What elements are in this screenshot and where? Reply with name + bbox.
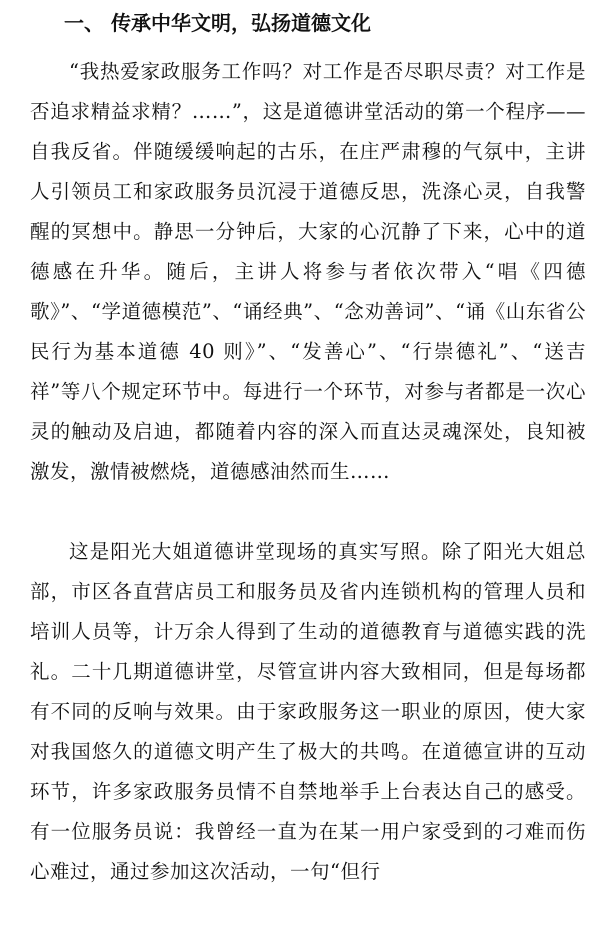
paragraph-self-reflection: “我热爱家政服务工作吗？对工作是否尽职尽责？对工作是否追求精益求精？……”，这是道德讲堂活动的第一个程序——自我反省。伴随缓缓响起的古乐，在庄严肃穆的气氛中，主讲人引领员工和家政服务员沉浸于道德反思，洗涤心灵，自我警醒的冥想中。静思一分钟后，大家的心沉静了下来，心中的道德感在升华。随后，主讲人将参与者依次带入“唱《四德歌》”、“学道德模范”、“诵经典”、“念劝善词”、“诵《山东省公民行为基本道德 40 则》”、“发善心”、“行崇德礼”、“送吉祥”等八个规定环节中。每进行一个环节，对参与者都是一次心灵的触动及启迪，都随着内容的深入而直达灵魂深处，良知被激发，激情被燃烧，道德感油然而生…… <box>30 60 586 483</box>
paragraph-lecture-hall: 这是阳光大姐道德讲堂现场的真实写照。除了阳光大姐总部，市区各直营店员工和服务员及省内连锁机构的管理人员和培训人员等，计万余人得到了生动的道德教育与道德实践的洗礼。二十几期道德讲堂，尽管宣讲内容大致相同，但是每场都有不同的反响与效果。由于家政服务这一职业的原因，使大家对我国悠久的道德文明产生了极大的共鸣。在道德宣讲的互动环节，许多家政服务员情不自禁地举手上台表达自己的感受。有一位服务员说：我曾经一直为在某一用户家受到的刁难而伤心难过，通过参加这次活动，一句“但行 <box>30 540 586 883</box>
section-heading: 一、 传承中华文明，弘扬道德文化 <box>64 11 371 35</box>
